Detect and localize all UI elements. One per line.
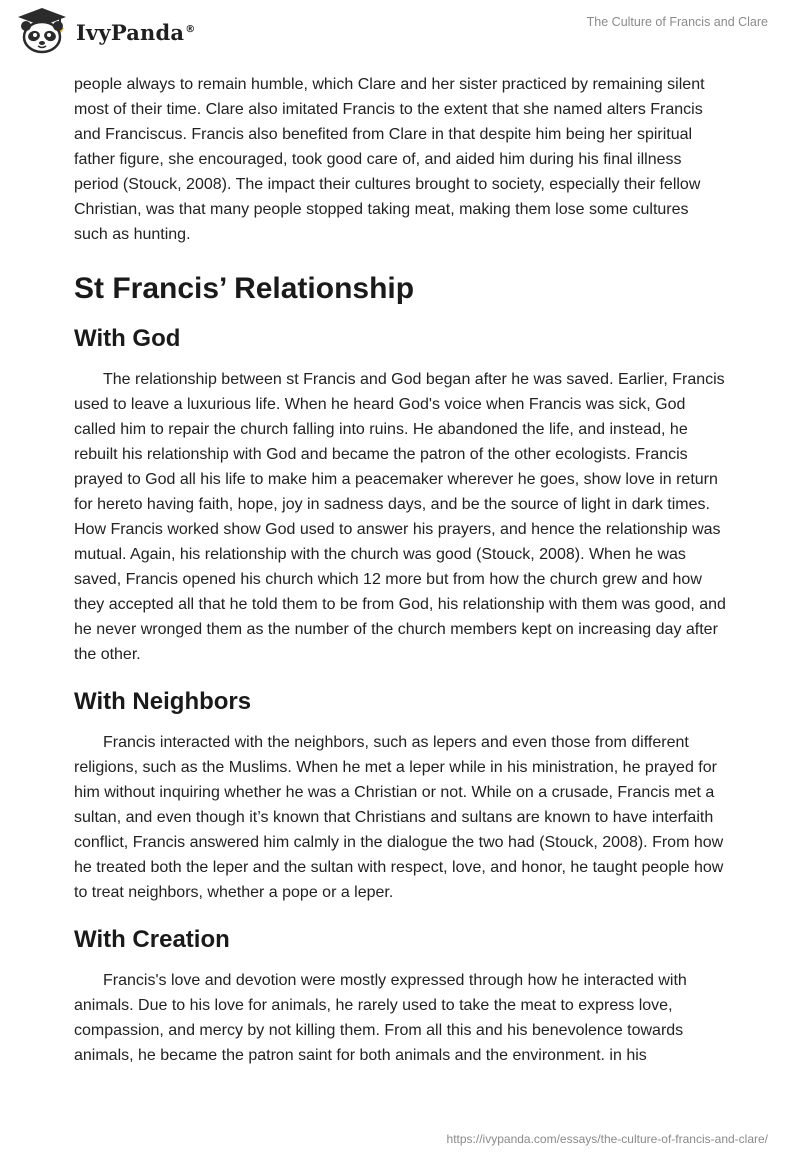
intro-paragraph: people always to remain humble, which Clare and her sister practiced by remaining silent most of their time. Clare also imitated Francis to the extent that she named alters Francis and Franciscus. Francis also benefited from Clare in that despite him being her spiritual father figure, she encouraged, took good care of, and aided him during his final illness period (Stouck, 2008). The impact their cultures brought to society, especially their fellow Christian, was that many people stopped taking meat, making them lose some cultures such as hunting. xyxy=(74,76,705,243)
subsection-heading-with-neighbors: With Neighbors xyxy=(74,688,252,715)
section-heading: St Francis’ Relationship xyxy=(74,272,415,305)
logo-text: IvyPanda xyxy=(76,19,185,45)
essay-content xyxy=(74,72,726,1068)
logo-wordmark xyxy=(76,20,195,45)
paragraph-with-creation: Francis's love and devotion were mostly expressed through how he interacted with animals. Due to his love for animals, he rarely used to take the meat to express love, compassion, and mercy by not killing them. From all this and his benevolence towards animals, he became the patron saint for both animals and the environment. in his xyxy=(74,972,687,1064)
paragraph-with-neighbors: Francis interacted with the neighbors, such as lepers and even those from different religions, such as the Muslims. When he met a leper while in his ministration, he prayed for him without inquiring whether he was a Christian or not. While on a crusade, Francis met a sultan, and even though it’s known that Christians and sultans are known to have interfaith conflict, Francis answered him calmly in the dialogue the two had (Stouck, 2008). From how he treated both the leper and the sultan with respect, love, and honor, he taught people how to treat neighbors, whether a pope or a leper. xyxy=(74,734,724,901)
paragraph-with-god: The relationship between st Francis and God began after he was saved. Earlier, Francis used to leave a luxurious life. When he heard God's voice when Francis was sick, God called him to repair the church falling into ruins. He abandoned the life, and instead, he rebuilt his relationship with God and became the patron of the other ecologists. Francis prayed to God all his life to make him a peacemaker wherever he goes, show love in return for hereto having faith, hope, joy in sadness days, and be the source of light in dark times. How Francis worked show God used to answer his prayers, and hence the relationship was mutual. Again, his relationship with the church was good (Stouck, 2008). When he was saved, Francis opened his church which 12 more but from how the church grew and how they accepted all that he told them to be from God, his relationship with them was good, and he never wronged them as the number of the church members kept on increasing day after the other. xyxy=(74,371,726,663)
registered-mark: ® xyxy=(185,23,196,35)
source-url-link[interactable]: https://ivypanda.com/essays/the-culture-of-francis-and-clare/ xyxy=(446,1132,768,1146)
running-title: The Culture of Francis and Clare xyxy=(586,15,768,29)
panda-graduate-icon xyxy=(14,6,70,56)
ivypanda-logo[interactable] xyxy=(14,6,195,56)
subsection-heading-with-creation: With Creation xyxy=(74,926,230,953)
page-header xyxy=(0,0,800,64)
subsection-heading-with-god: With God xyxy=(74,325,181,352)
